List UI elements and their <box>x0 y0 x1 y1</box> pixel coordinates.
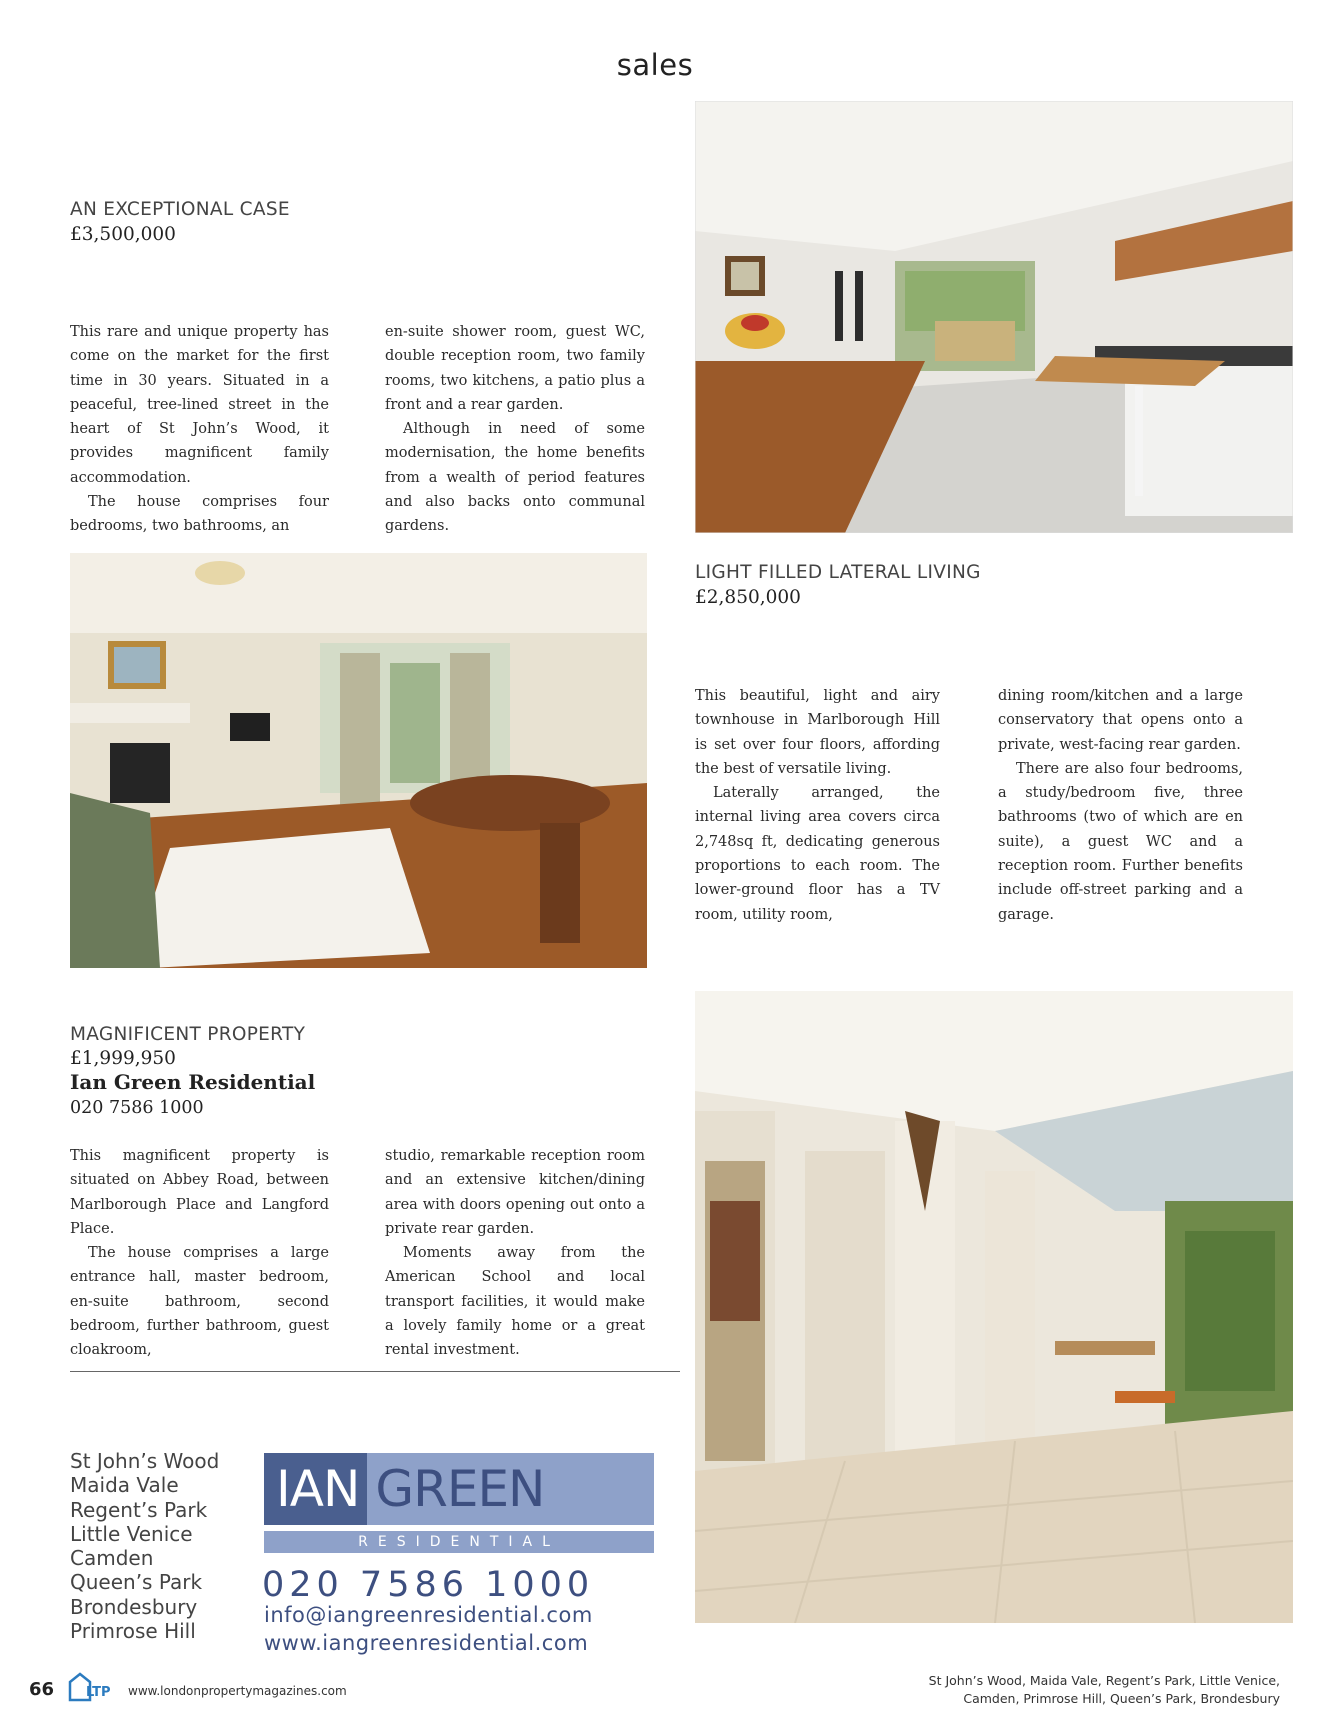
page-number: 66 <box>29 1679 55 1700</box>
listing-3-text-col1 <box>70 1144 329 1363</box>
area-item: Little Venice <box>70 1521 193 1546</box>
divider <box>70 1371 680 1372</box>
ian-green-logo <box>264 1453 654 1553</box>
paragraph: dining room/kitchen and a large conservatory that opens onto a private, west-facing rear garden. <box>998 688 1243 753</box>
listing-1-price: £3,500,000 <box>70 224 176 245</box>
logo-banner <box>264 1453 654 1525</box>
kitchen-photo <box>695 101 1293 533</box>
listing-2-text-col1 <box>695 684 940 927</box>
area-item: Primrose Hill <box>70 1619 196 1644</box>
footer-areas <box>880 1672 1280 1708</box>
ltp-logo-text: LTP <box>86 1685 111 1700</box>
area-item: St John’s Wood <box>70 1449 220 1473</box>
logo-word-green: GREEN <box>367 1453 654 1525</box>
listing-3-phone: 020 7586 1000 <box>70 1098 204 1118</box>
paragraph: This rare and unique property has come on the market for the first time in 30 years. Situated in a peaceful, tree-lined street in the heart of St John’s Wood, it provides magnificent family accommodation. <box>70 324 329 486</box>
conservatory-photo <box>695 991 1293 1623</box>
advert-area-list <box>70 1449 219 1643</box>
paragraph: This magnificent property is situated on Abbey Road, between Marlborough Place and Langford Place. <box>70 1148 329 1237</box>
logo-word-ian: IAN <box>276 1460 360 1518</box>
listing-2-price: £2,850,000 <box>695 587 801 608</box>
reception-room-photo <box>70 553 647 968</box>
area-item: Queen’s Park <box>70 1570 203 1595</box>
listing-3-price: £1,999,950 <box>70 1048 176 1069</box>
area-item: Maida Vale <box>70 1473 179 1498</box>
advert-website-link[interactable]: www.iangreenresidential.com <box>264 1631 589 1655</box>
listing-3-agent: Ian Green Residential <box>70 1070 316 1094</box>
section-title: sales <box>616 48 694 82</box>
paragraph: Moments away from the American School and local transport facilities, it would make a lovely family home or a great rental investment. <box>385 1245 645 1359</box>
listing-3-heading: MAGNIFICENT PROPERTY <box>70 1024 306 1045</box>
paragraph: The house comprises four bedrooms, two bathrooms, an <box>70 494 329 535</box>
listing-1-text-col2 <box>385 320 645 539</box>
paragraph: Although in need of some modernisation, the home benefits from a wealth of period features and also backs onto communal gardens. <box>385 421 645 535</box>
area-item: Regent’s Park <box>70 1497 208 1522</box>
listing-1-text-col1 <box>70 320 329 539</box>
area-item: Brondesbury <box>70 1594 198 1619</box>
paragraph: studio, remarkable reception room and an extensive kitchen/dining area with doors opening out onto a private rear garden. <box>385 1148 645 1237</box>
logo-residential: RESIDENTIAL <box>264 1531 654 1553</box>
listing-1-heading: AN EXCEPTIONAL CASE <box>70 199 290 220</box>
paragraph: There are also four bedrooms, a study/bedroom five, three bathrooms (two of which are en suite), a guest WC and a reception room. Further benefits include off-street parking and a garage. <box>998 760 1243 923</box>
paragraph: en-suite shower room, guest WC, double reception room, two family rooms, two kitchens, a patio plus a front and a rear garden. <box>385 324 645 413</box>
listing-2-text-col2 <box>998 684 1243 927</box>
footer-areas-line: St John’s Wood, Maida Vale, Regent’s Park, Little Venice, <box>928 1673 1280 1688</box>
advert-email-link[interactable]: info@iangreenresidential.com <box>264 1603 593 1627</box>
paragraph: The house comprises a large entrance hall, master bedroom, en-suite bathroom, second bedroom, further bathroom, guest cloakroom, <box>70 1245 329 1359</box>
footer-areas-line: Camden, Primrose Hill, Queen’s Park, Brondesbury <box>963 1691 1280 1706</box>
paragraph: This beautiful, light and airy townhouse in Marlborough Hill is set over four floors, affording the best of versatile living. <box>695 688 940 777</box>
advert-phone: 020 7586 1000 <box>262 1565 595 1605</box>
paragraph: Laterally arranged, the internal living area covers circa 2,748sq ft, dedicating generous proportions to each room. The lower-ground floor has a TV room, utility room, <box>695 785 940 923</box>
ltp-logo-icon <box>66 1672 118 1702</box>
listing-3-text-col2 <box>385 1144 645 1363</box>
area-item: Camden <box>70 1546 154 1571</box>
footer-site-link[interactable]: www.londonpropertymagazines.com <box>128 1684 347 1698</box>
listing-2-heading: LIGHT FILLED LATERAL LIVING <box>695 562 981 583</box>
